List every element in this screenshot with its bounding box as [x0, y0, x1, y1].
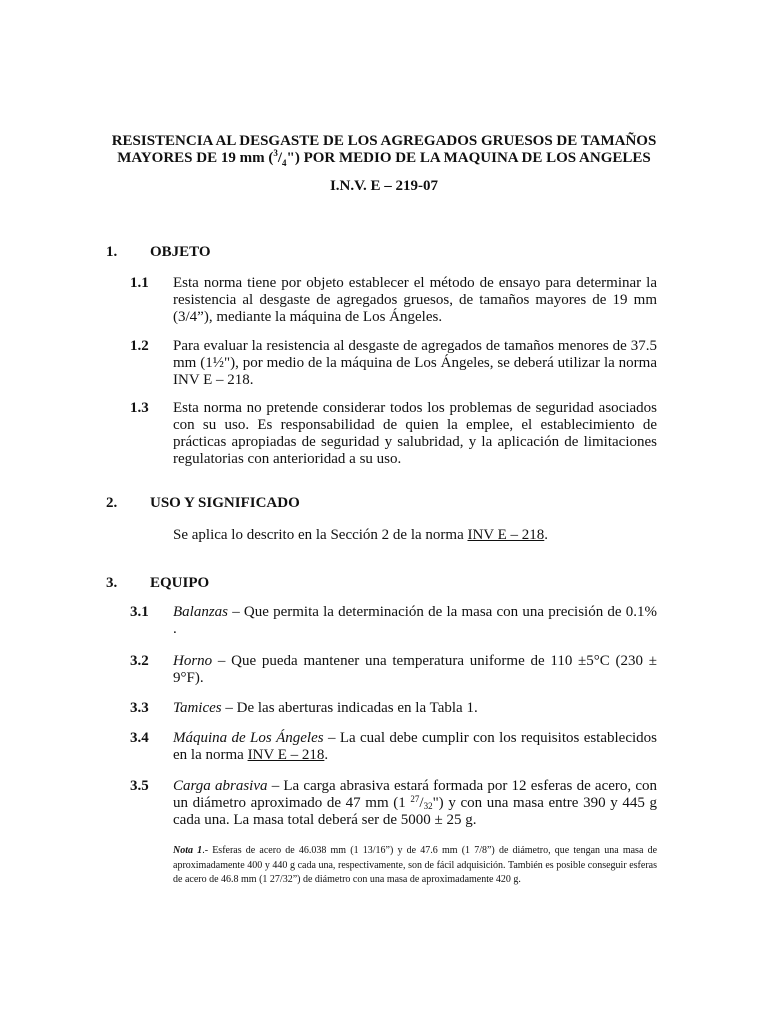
item-1-1-text: Esta norma tiene por objeto establecer el método de ensayo para determinar la resistencia al desgaste de agregados gruesos, de tamaños mayores de 19 mm (3/4”), mediante la máquina de Los Ángeles.: [173, 275, 657, 325]
item-3-1-term: Balanzas: [173, 604, 229, 620]
title-fraction-slash: /: [277, 150, 283, 166]
section-2-number: 2.: [106, 495, 118, 511]
item-3-2-term: Horno: [173, 653, 213, 669]
item-3-2-text: [173, 653, 657, 687]
note-1: [173, 844, 657, 888]
item-3-5-body-part-1: – La carga abrasiva estará formada por 12 esferas de acero, con un diámetro aproximado de 47 mm (1: [173, 778, 657, 811]
item-3-1-text: [173, 604, 657, 638]
item-3-5-fraction-numerator: 27: [410, 794, 420, 804]
item-3-4-body: – La cual debe cumplir con los requisitos establecidos en la norma: [173, 730, 657, 763]
title-fraction-numerator: 3: [273, 148, 278, 158]
section-1-number: 1.: [106, 244, 118, 260]
section-3-number: 3.: [106, 575, 118, 591]
item-3-2-body: – Que pueda mantener una temperatura uniforme de 110 ±5°C (230 ± 9°F).: [173, 653, 657, 686]
title-fraction-denominator: 4: [282, 158, 287, 168]
item-3-1-body: – Que permita la determinación de la masa con una precisión de 0.1% .: [173, 604, 657, 637]
section-3-title: EQUIPO: [150, 575, 210, 591]
document-title: [90, 133, 678, 167]
item-3-4-term: Máquina de Los Ángeles: [173, 730, 324, 746]
title-line-1: RESISTENCIA AL DESGASTE DE LOS AGREGADOS GRUESOS DE TAMAÑOS: [111, 133, 657, 149]
note-1-text: .- Esferas de acero de 46.038 mm (1 13/16”) y de 47.6 mm (1 7/8”) de diámetro, que tengan una masa de aproximadamente 400 y 440 g cada una, respectivamente, son de fácil adquisición. También es posible conseguir esferas de acero de 46.8 mm (1 27/32”) de diámetro con una masa de aproximadamente 420 g.: [173, 845, 658, 885]
note-1-label: Nota 1: [173, 845, 203, 856]
item-3-5-term: Carga abrasiva: [173, 778, 268, 794]
item-3-5-fraction-slash: /: [419, 795, 424, 811]
item-2-text-pre: Se aplica lo descrito en la Sección 2 de la norma: [173, 527, 468, 543]
item-3-5-body-part-2: ") y con una masa entre 390 y 445 g cada una. La masa total deberá ser de 5000 ± 25 g.: [173, 795, 657, 828]
item-3-3-body: – De las aberturas indicadas en la Tabla 1.: [221, 700, 478, 716]
item-2-norm-link[interactable]: INV E – 218: [467, 527, 545, 543]
title-line-2-post: ") POR MEDIO DE LA MAQUINA DE LOS ANGELES: [286, 150, 651, 166]
item-3-2-number: 3.2: [130, 653, 149, 669]
item-3-4-text-post: .: [324, 747, 329, 763]
item-3-5-number: 3.5: [130, 778, 149, 794]
item-1-2-number: 1.2: [130, 338, 149, 354]
document-code: I.N.V. E – 219-07: [329, 178, 439, 194]
item-3-4-number: 3.4: [130, 730, 149, 746]
item-1-1-number: 1.1: [130, 275, 149, 291]
item-3-5-text: [173, 778, 657, 829]
item-3-3-text: [173, 700, 657, 717]
section-1-title: OBJETO: [150, 244, 211, 260]
item-3-5-fraction-denominator: 32: [423, 801, 433, 811]
item-2-text-post: .: [544, 527, 549, 543]
section-2-title: USO Y SIGNIFICADO: [150, 495, 300, 511]
item-1-3-text: Esta norma no pretende considerar todos los problemas de seguridad asociados con su uso. Es responsabilidad de quien la emplee, el establecimiento de prácticas apropiadas de seguridad y salubridad, y la aplicación de limitaciones regulatorias con anterioridad a su uso.: [173, 400, 657, 467]
item-1-3-number: 1.3: [130, 400, 149, 416]
title-line-2: [90, 150, 678, 167]
item-3-3-term: Tamices: [173, 700, 222, 716]
item-3-4-text: [173, 730, 657, 764]
item-3-4-norm-link[interactable]: INV E – 218: [247, 747, 325, 763]
item-3-3-number: 3.3: [130, 700, 149, 716]
item-1-2-text: Para evaluar la resistencia al desgaste de agregados de tamaños menores de 37.5 mm (1½"), por medio de la máquina de Los Ángeles, se deberá utilizar la norma INV E – 218.: [173, 338, 657, 388]
item-2-text: [173, 527, 657, 544]
title-line-2-pre: MAYORES DE 19 mm (: [117, 150, 274, 166]
item-3-1-number: 3.1: [130, 604, 149, 620]
